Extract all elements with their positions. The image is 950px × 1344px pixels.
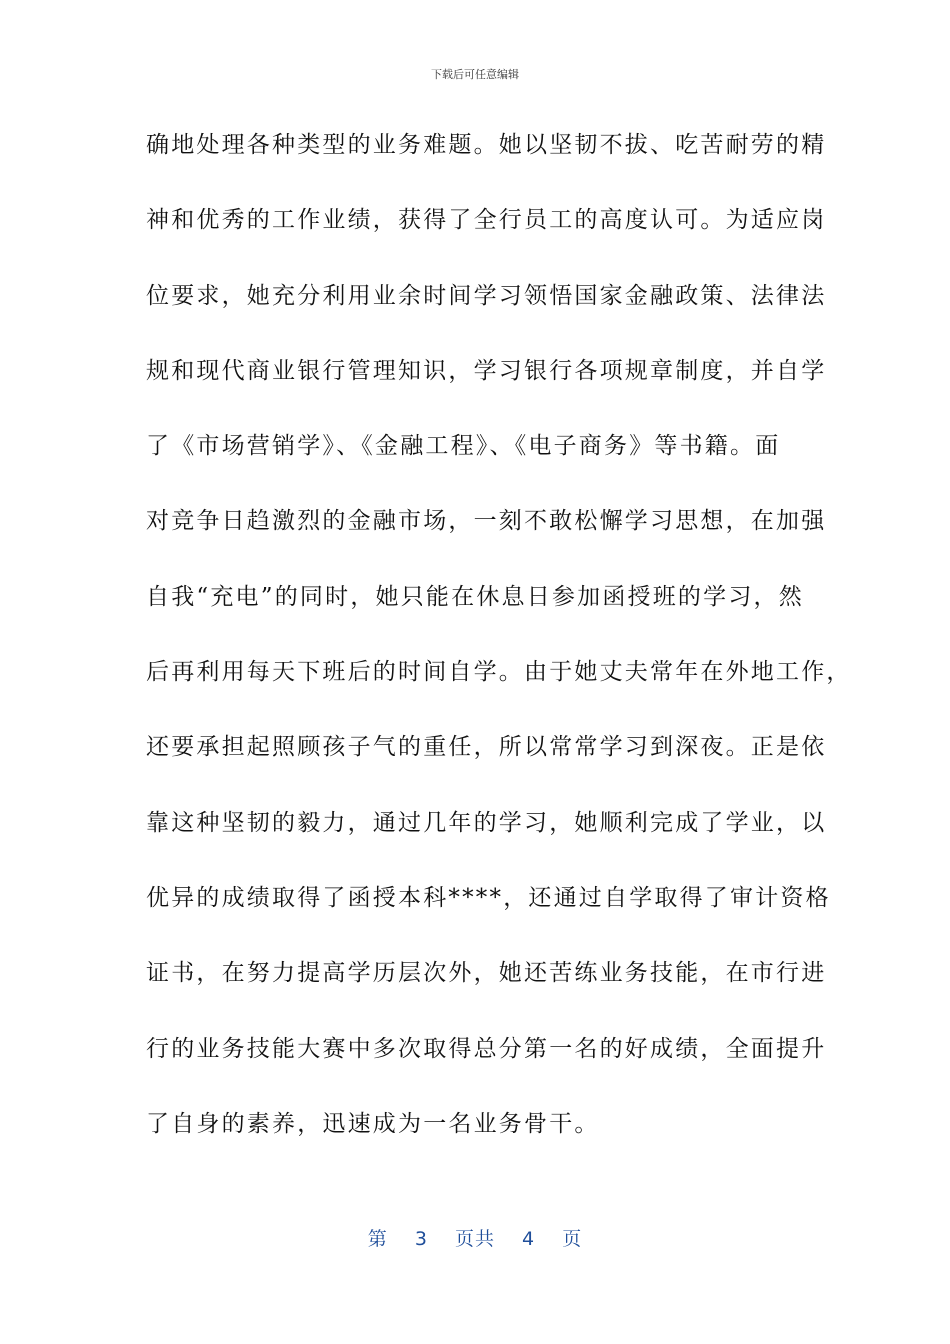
body-line: 神和优秀的工作业绩，获得了全行员工的高度认可。为适应岗	[146, 207, 827, 234]
footer-middle: 页共	[454, 1228, 495, 1250]
body-line: 行的业务技能大赛中多次取得总分第一名的好成绩，全面提升	[146, 1035, 827, 1062]
header-note: 下载后可任意编辑	[431, 68, 519, 81]
total-pages-number: 4	[522, 1228, 536, 1250]
body-line: 了《市场营销学》、《金融工程》、《电子商务》等书籍。面	[146, 433, 781, 460]
body-line: 位要求，她充分利用业余时间学习领悟国家金融政策、法律法	[146, 282, 827, 309]
body-text	[146, 120, 852, 1174]
page-footer	[0, 1224, 950, 1251]
body-line: 靠这种坚韧的毅力，通过几年的学习，她顺利完成了学业，以	[146, 809, 827, 836]
body-line: 证书，在努力提高学历层次外，她还苦练业务技能，在市行进	[146, 960, 827, 987]
current-page-number: 3	[414, 1228, 428, 1250]
body-line: 后再利用每天下班后的时间自学。由于她丈夫常年在外地工作，	[146, 659, 852, 686]
body-line: 对竞争日趋激烈的金融市场，一刻不敢松懈学习思想，在加强	[146, 508, 827, 535]
body-line: 确地处理各种类型的业务难题。她以坚韧不拔、吃苦耐劳的精	[146, 132, 827, 158]
footer-prefix: 第	[367, 1228, 388, 1250]
body-line: 还要承担起照顾孩子气的重任，所以常常学习到深夜。正是依	[146, 734, 827, 761]
footer-suffix: 页	[562, 1228, 583, 1250]
body-line: 自我“充电”的同时，她只能在休息日参加函授班的学习，然	[146, 583, 804, 610]
body-line: 了自身的素养，迅速成为一名业务骨干。	[146, 1110, 600, 1137]
body-line: 规和现代商业银行管理知识，学习银行各项规章制度，并自学	[146, 357, 827, 384]
body-line: 优异的成绩取得了函授本科****，还通过自学取得了审计资格	[146, 884, 831, 911]
